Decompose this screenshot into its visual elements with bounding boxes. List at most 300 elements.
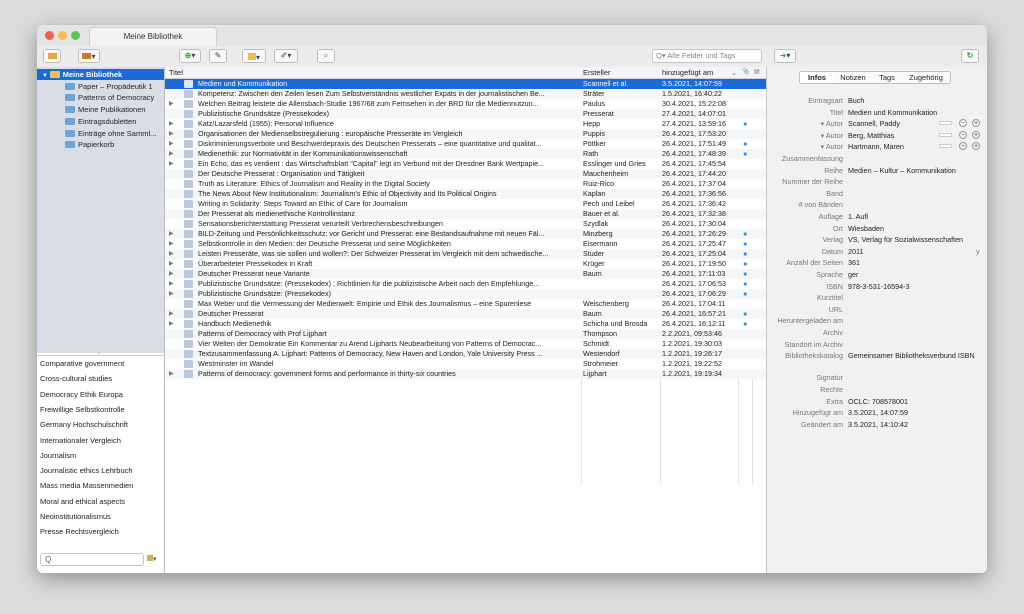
expand-row-icon[interactable]: ▶ [169,261,174,267]
cell-creator: Thompson [583,329,617,338]
search-placeholder: Alle Felder und Tags [667,51,736,60]
cell-date-added: 26.4.2021, 17:45:54 [662,159,726,168]
item-type-icon [184,120,193,128]
folder-icon [65,83,75,90]
cell-creator: Paulus [583,99,605,108]
field-label: Heruntergeladen am [777,316,843,326]
table-row[interactable] [165,159,766,169]
info-field-row [767,292,987,303]
table-row[interactable] [165,279,766,289]
tag-item[interactable]: Presse Rechtsvergleich [40,527,119,537]
field-label[interactable]: ▾ Autor [820,142,843,152]
field-value[interactable]: 361 [848,258,860,268]
cell-date-added: 26.4.2021, 17:32:38 [662,209,726,218]
search-input[interactable] [652,49,762,63]
cell-title: Max Weber und die Vermessung der Medienwelt: Empirie und Ethik des Journalismus – eine Spurenlese [198,299,532,308]
cell-date-added: 1.2.2021, 19:26:17 [662,349,722,358]
cell-creator: Hepp [583,119,601,128]
tag-item[interactable]: Freiwillige Selbstkontrolle [40,404,125,414]
info-field-row [767,141,987,152]
cell-creator: Esslinger und Gries [583,159,646,168]
name-mode-toggle[interactable] [939,121,952,125]
table-row[interactable] [165,359,766,369]
collection-item[interactable] [37,128,164,139]
remove-author-icon[interactable]: − [960,120,966,128]
tag-item[interactable]: Mass media Massenmedien [40,481,134,491]
item-type-icon [184,340,193,348]
info-field-row [767,304,987,315]
items-pane [165,67,766,573]
cell-title: Der Presserat als medienethische Kontrollinstanz [198,209,356,218]
app-window [37,25,987,573]
cell-date-added: 26.4.2021, 17:37:04 [662,179,726,188]
cell-title: Patterns of Democracy with Prof Lijphart [198,329,327,338]
info-field-row [767,372,987,383]
cell-creator: Ruiz-Rico [583,179,615,188]
field-value[interactable]: Gemeinsamer Bibliotheksverbund ISBN [848,351,975,361]
attachment-indicator-icon[interactable]: ● [743,289,748,298]
date-format-indicator: y [976,246,980,256]
item-type-icon [184,110,193,118]
item-type-icon [184,180,193,188]
tab-tags[interactable]: Tags [879,73,895,82]
collection-item[interactable] [37,81,164,92]
table-row[interactable] [165,199,766,209]
field-label: Reihe [824,165,843,175]
tag-item[interactable]: Comparative government [40,359,125,368]
table-row[interactable] [165,209,766,219]
cell-creator: Minzberg [583,229,613,238]
tag-selector [37,355,164,550]
field-label: Verlag [822,235,843,245]
cell-creator: Szydlak [583,219,609,228]
info-field-row [767,223,987,234]
table-row[interactable] [165,229,766,239]
expand-row-icon[interactable]: ▶ [169,121,174,127]
field-label: Geändert am [801,420,843,429]
sync-icon: ↻ [966,51,974,60]
cell-title: Kompetenz: Zwischen den Zeilen lesen Zum Selbstverständnis westlicher Expats in der journalistischen Be... [198,89,545,98]
cell-title: Medienethik: zur Normativität in der Kommunikationswissenschaft [198,149,408,158]
field-label: Band [826,188,843,198]
add-author-icon[interactable]: + [973,120,979,128]
item-type-icon [184,200,193,208]
table-row[interactable] [165,169,766,179]
item-type-icon [184,100,193,108]
sync-button[interactable] [961,49,979,63]
field-value[interactable]: 3.5.2021, 14:10:42 [848,420,908,429]
locate-button[interactable]: ➜▾ [774,49,796,63]
cell-title: Deutscher Presserat neue Variante [198,269,310,278]
new-note-button[interactable]: ▾ [242,49,266,63]
cell-creator: Kaplan [583,189,606,198]
library-actions-button[interactable]: ▾ [78,49,100,63]
tab-notizen[interactable]: Notizen [840,73,866,82]
table-row[interactable] [165,139,766,149]
field-value[interactable]: 978-3-531-16594-3 [848,281,910,291]
attachment-indicator-icon[interactable]: ● [743,229,748,238]
gear-folder-icon [82,53,91,59]
field-label: Extra [826,396,843,406]
table-row[interactable] [165,149,766,159]
advanced-search-button[interactable] [317,49,335,63]
cell-date-added: 30.4.2021, 15:22:08 [662,99,726,108]
cell-title: BILD-Zeitung und Persönlichkeitsschutz: vor Gericht und Presserat: eine Bestandsaufnahme mit neuen Fäl... [198,229,545,238]
library-tab[interactable]: Meine Bibliothek [89,27,217,46]
field-value[interactable]: 3.5.2021, 14:07:59 [848,408,908,418]
cell-creator: Puppis [583,129,605,138]
cell-date-added: 1.5.2021, 16:40:22 [662,89,722,98]
table-row[interactable] [165,99,766,109]
left-pane [37,67,165,573]
field-label: Hinzugefügt am [792,408,843,418]
attachment-indicator-icon[interactable]: ● [743,259,748,268]
cell-date-added: 26.4.2021, 17:36:42 [662,199,726,208]
expand-row-icon[interactable]: ▶ [169,101,174,107]
folder-plus-icon [48,53,57,59]
cell-creator: Scannell et al. [583,79,629,88]
expand-row-icon[interactable]: ▶ [169,161,174,167]
field-value[interactable]: Buch [848,96,865,105]
field-label: ISBN [826,281,843,291]
cell-date-added: 26.4.2021, 17:06:53 [662,279,726,288]
cell-date-added: 26.4.2021, 17:25:47 [662,239,726,248]
arrow-right-icon: ➜ [779,51,787,60]
info-field-row [767,396,987,407]
cell-title: Patterns of democracy: government forms and performance in thirty-six countries [198,369,456,378]
table-row[interactable] [165,189,766,199]
note-icon [248,53,256,60]
collection-label: Meine Bibliothek [62,70,123,79]
expand-row-icon[interactable]: ▶ [169,141,174,147]
item-pane [766,67,987,573]
info-field-row [767,107,987,118]
magic-wand-icon: ✎ [214,51,222,60]
table-row[interactable] [165,109,766,119]
add-attachment-button[interactable]: ✐▾ [274,49,298,63]
collection-label: Papierkorb [78,140,115,150]
table-row[interactable] [165,239,766,249]
cell-date-added: 26.4.2021, 16:12:11 [662,319,726,328]
expand-row-icon[interactable]: ▶ [169,321,174,327]
expand-row-icon[interactable]: ▶ [169,231,174,237]
table-row[interactable] [165,259,766,269]
tag-item[interactable]: Journalism [40,450,77,460]
collection-item[interactable] [37,92,164,103]
tag-item[interactable]: Democracy Ethik Europa [40,389,123,399]
cell-title: Sensationsberichterstattung Presserat verurteilt Verbrechensbeschreibungen [198,219,443,228]
cell-title: Publizistische Grundsätze (Pressekodex) [198,109,330,118]
cell-title: Leisten Presseräte, was sie sollen und wollen?: Der Schweizer Presserat im Vergleich mit dem schwedische... [198,249,549,258]
cell-title: Handbuch Medienethik [198,319,272,328]
item-type-icon [184,270,193,278]
field-label[interactable]: ▾ Autor [820,130,843,140]
cell-creator: Presserat [583,109,614,118]
expand-row-icon[interactable]: ▶ [169,131,174,137]
tag-actions-button[interactable]: ▾ [147,555,157,563]
name-mode-toggle[interactable] [939,144,952,148]
attachment-indicator-icon[interactable]: ● [743,149,748,158]
cell-creator: Rath [583,149,599,158]
cell-creator: Baum [583,269,602,278]
table-row[interactable] [165,289,766,299]
item-type-icon [184,310,193,318]
info-field-row [767,153,987,164]
expand-row-icon[interactable]: ▶ [169,291,174,297]
table-row[interactable] [165,309,766,319]
field-value[interactable]: Berg, Matthias [848,130,895,140]
info-field-row [767,315,987,326]
field-label[interactable]: ▾ Autor [820,119,843,129]
cell-date-added: 26.4.2021, 17:19:50 [662,259,726,268]
expand-row-icon[interactable]: ▶ [169,311,174,317]
field-value[interactable]: Medien und Kommunikation [848,107,938,117]
info-field-row [767,234,987,245]
cell-title: Westminster im Wandel [198,359,274,368]
tab-infos[interactable]: Infos [800,72,834,83]
field-label: Signatur [816,373,843,383]
info-field-row [767,165,987,176]
tag-item[interactable]: Journalistic ethics Lehrbuch [40,466,133,476]
cell-date-added: 26.4.2021, 17:30:04 [662,219,726,228]
cell-title: Truth as Literature: Ethics of Journalism and Reality in the Digital Society [198,179,430,188]
field-label: Auflage [818,212,843,221]
field-value[interactable]: 1. Aufl [848,212,868,221]
field-label: Zusammenfassung [781,154,843,163]
info-field-row [767,269,987,280]
item-type-icon [184,220,193,228]
field-label: Standort im Archiv [784,339,843,349]
field-label: Ort [833,223,843,233]
field-label: Titel [829,107,843,117]
cell-title: Diskriminierungsverbote und Beschwerdepraxis des Deutschen Presserats – eine quantitative und qualitat... [198,139,542,148]
paperclip-icon: ✐ [280,51,288,60]
table-row[interactable] [165,249,766,259]
item-type-icon [184,250,193,258]
cell-title: The News About New Institutionalism: Journalism's Ethic of Objectivity and Its Political Origins [198,189,497,198]
magnifier-icon: ⌕ [323,51,329,60]
cell-date-added: 2.2.2021, 09:53:46 [662,329,722,338]
cell-title: Writing in Solidarity: Steps Toward an Ethic of Care for Journalism [198,199,408,208]
item-type-icon [184,240,193,248]
table-row[interactable] [165,339,766,349]
table-row[interactable] [165,89,766,99]
field-label: Archiv [823,328,843,337]
cell-creator: Baum [583,309,602,318]
info-field-row [767,176,987,187]
info-field-row [767,257,987,268]
cell-date-added: 27.4.2021, 14:07:01 [662,109,726,118]
field-value[interactable]: Hartmann, Maren [848,142,904,152]
tag-item[interactable]: Germany Hochschulschrift [40,420,128,430]
field-label: # von Bänden [798,200,843,210]
collection-label: Meine Publikationen [78,105,146,115]
expand-row-icon[interactable]: ▶ [169,251,174,257]
field-value[interactable]: VS, Verlag für Sozialwissenschaften [848,235,964,245]
cell-date-added: 26.4.2021, 17:44:20 [662,169,726,178]
cell-date-added: 26.4.2021, 17:11:03 [662,269,726,278]
cell-title: Vier Welten der Demokratie Ein Kommentar zu Arend Lijpharts Neubearbeitung von Patterns of Democrac... [198,339,542,348]
field-value[interactable]: Scannell, Paddy [848,119,900,129]
field-label: URL [828,304,843,314]
table-row[interactable] [165,329,766,339]
collection-label: Einträge ohne Samml... [78,128,157,138]
info-field-row [767,246,987,257]
tab-zugehoerig[interactable]: Zugehörig [909,73,943,82]
attachment-indicator-icon[interactable]: ● [743,319,748,328]
column-header-title[interactable]: Titel [169,68,183,77]
info-field-row [767,95,987,106]
folder-icon [65,94,75,101]
field-value[interactable]: OCLC: 708578001 [848,396,908,406]
attachment-indicator-icon[interactable]: ● [743,139,748,148]
title-bar [37,25,987,47]
item-type-icon [184,360,193,368]
collection-item[interactable] [37,104,164,115]
close-window-button[interactable] [45,31,54,40]
cell-title: Medien und Kommunikation [198,79,288,88]
item-pane-tabs [799,71,951,84]
table-row[interactable] [165,319,766,329]
trash-icon [65,141,75,148]
cell-date-added: 26.4.2021, 17:53:20 [662,129,726,138]
cell-creator: Eisermann [583,239,618,248]
remove-author-icon[interactable]: − [960,131,966,139]
expand-row-icon[interactable]: ▶ [169,371,174,377]
item-type-icon [184,330,193,338]
field-label: Anzahl der Seiten [786,258,843,268]
field-label: Eintragsart [808,96,843,105]
cell-title: Ein Echo, das es verdient : das Wirtschaftsblatt "Capital" legt im Verbund mit der Dresdner Bank Wertpapie... [198,159,545,168]
table-row[interactable] [165,369,766,379]
column-picker-icon[interactable]: ▤ [754,69,760,75]
cell-date-added: 26.4.2021, 17:36:56 [662,189,726,198]
table-row[interactable] [165,179,766,189]
search-mode-icon[interactable]: Q▾ [656,51,666,60]
item-type-icon [184,150,193,158]
tag-item[interactable]: Cross-cultural studies [40,374,113,384]
add-author-icon[interactable]: + [973,143,979,151]
item-type-icon [184,190,193,198]
field-value[interactable]: 2011 [848,246,864,256]
cell-title: Überarbeiteter Pressekodex in Kraft [198,259,313,268]
attachment-indicator-icon[interactable]: ● [743,119,748,128]
name-mode-toggle[interactable] [939,133,952,137]
table-row[interactable] [165,269,766,279]
table-row[interactable] [165,219,766,229]
collection-label: Patterns of Democracy [78,93,155,103]
info-field-row [767,407,987,418]
cell-date-added: 1.2.2021, 19:22:52 [662,359,722,368]
field-value[interactable]: ger [848,270,859,279]
attachment-indicator-icon[interactable]: ● [743,279,748,288]
cell-creator: Bauer et al. [583,209,620,218]
cell-date-added: 3.5.2021, 14:07:59 [662,79,722,88]
field-label: Kurztitel [817,293,843,303]
cell-creator: Strohmeier [583,359,619,368]
cell-date-added: 26.4.2021, 17:06:29 [662,289,726,298]
cell-creator: Westendorf [583,349,620,358]
expand-row-icon[interactable]: ▶ [169,281,174,287]
table-row[interactable] [165,299,766,309]
item-type-icon [184,370,193,378]
cell-creator: Weischenberg [583,299,629,308]
info-field-row [767,199,987,210]
field-value[interactable]: Medien – Kultur – Kommunikation [848,165,956,175]
item-type-icon [184,320,193,328]
field-label: Nummer der Reihe [782,177,843,187]
zoom-window-button[interactable] [71,31,80,40]
item-type-icon [184,170,193,178]
cell-date-added: 1.2.2021, 19:30:03 [662,339,722,348]
disclosure-triangle-icon[interactable]: ▼ [42,73,50,79]
tag-item[interactable]: Neoinstitutionalismus [40,512,111,521]
folder-icon [65,106,75,113]
collection-item[interactable] [37,139,164,150]
item-type-icon [184,80,193,88]
attachment-indicator-icon[interactable]: ● [743,249,748,258]
item-type-icon [184,130,193,138]
add-author-icon[interactable]: + [973,131,979,139]
cell-date-added: 26.4.2021, 17:25:04 [662,249,726,258]
cell-creator: Schmidt [583,339,609,348]
column-header-attachments[interactable]: 📎 [742,69,750,75]
field-label: Bibliothekskatalog [785,351,843,361]
table-row[interactable] [165,129,766,139]
item-type-icon [184,160,193,168]
tag-filter-input[interactable] [40,553,144,566]
cell-title: Textzusammenfassung A. Lijphart: Patterns of Democracy, New Haven and London, Yale University Press ... [198,349,543,358]
expand-row-icon[interactable]: ▶ [169,151,174,157]
field-label: Datum [821,246,843,256]
pane-splitter[interactable]: • [98,351,100,357]
info-field-row [767,281,987,292]
field-label: Rechte [820,385,843,395]
add-by-identifier-button[interactable] [209,49,227,63]
collection-item[interactable] [37,116,164,127]
attachment-indicator-icon[interactable]: ● [743,239,748,248]
collection-label: Paper – Propädeutik 1 [78,81,153,91]
new-item-button[interactable]: ⊕▾ [179,49,201,63]
cell-title: Katz/Lazarsfeld (1955): Personal Influence [198,119,334,128]
folder-icon [50,71,60,78]
attachment-indicator-icon[interactable]: ● [743,309,748,318]
remove-author-icon[interactable]: − [960,143,966,151]
expand-row-icon[interactable]: ▶ [169,271,174,277]
collection-item[interactable] [37,69,164,80]
column-header-creator[interactable]: Ersteller [583,68,611,77]
info-field-row [767,327,987,338]
column-header-date-added[interactable]: hinzugefügt am [662,68,714,77]
field-label: Sprache [816,270,843,279]
cell-creator: Pech und Leibel [583,199,635,208]
item-type-icon [184,260,193,268]
cell-title: Organisationen der Medienselbstregulierung : europäische Presseräte im Vergleich [198,129,463,138]
table-row[interactable] [165,79,766,89]
field-value[interactable]: Wiesbaden [848,223,884,233]
cell-creator: Sträter [583,89,605,98]
attachment-indicator-icon[interactable]: ● [743,269,748,278]
cell-title: Der Deutsche Presserat : Organisation und Tätigkeit [198,169,365,178]
table-row[interactable] [165,349,766,359]
new-collection-button[interactable] [43,49,61,63]
expand-row-icon[interactable]: ▶ [169,241,174,247]
table-row[interactable] [165,119,766,129]
tag-item[interactable]: Moral and ethical aspects [40,496,126,506]
item-type-icon [184,280,193,288]
tag-item[interactable]: Internationaler Vergleich [40,435,121,445]
minimize-window-button[interactable] [58,31,67,40]
